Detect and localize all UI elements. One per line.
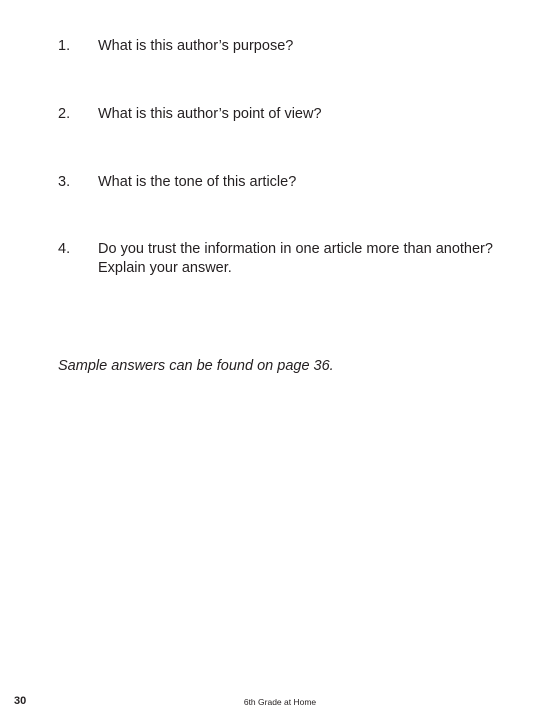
question-number: 2. [58, 106, 71, 122]
footer-title: 6th Grade at Home [243, 697, 317, 707]
question-text: What is this author’s purpose? [98, 38, 294, 54]
question-number: 4. [58, 241, 71, 257]
sample-answers-note: Sample answers can be found on page 36. [58, 358, 334, 374]
page-number: 30 [14, 695, 27, 707]
question-number: 1. [58, 38, 71, 54]
question-number: 3. [58, 174, 71, 190]
question-text: What is this author’s point of view? [98, 106, 322, 122]
question-text: Do you trust the information in one article more than another? Explain your answer. [98, 241, 493, 276]
question-text: What is the tone of this article? [98, 174, 297, 190]
